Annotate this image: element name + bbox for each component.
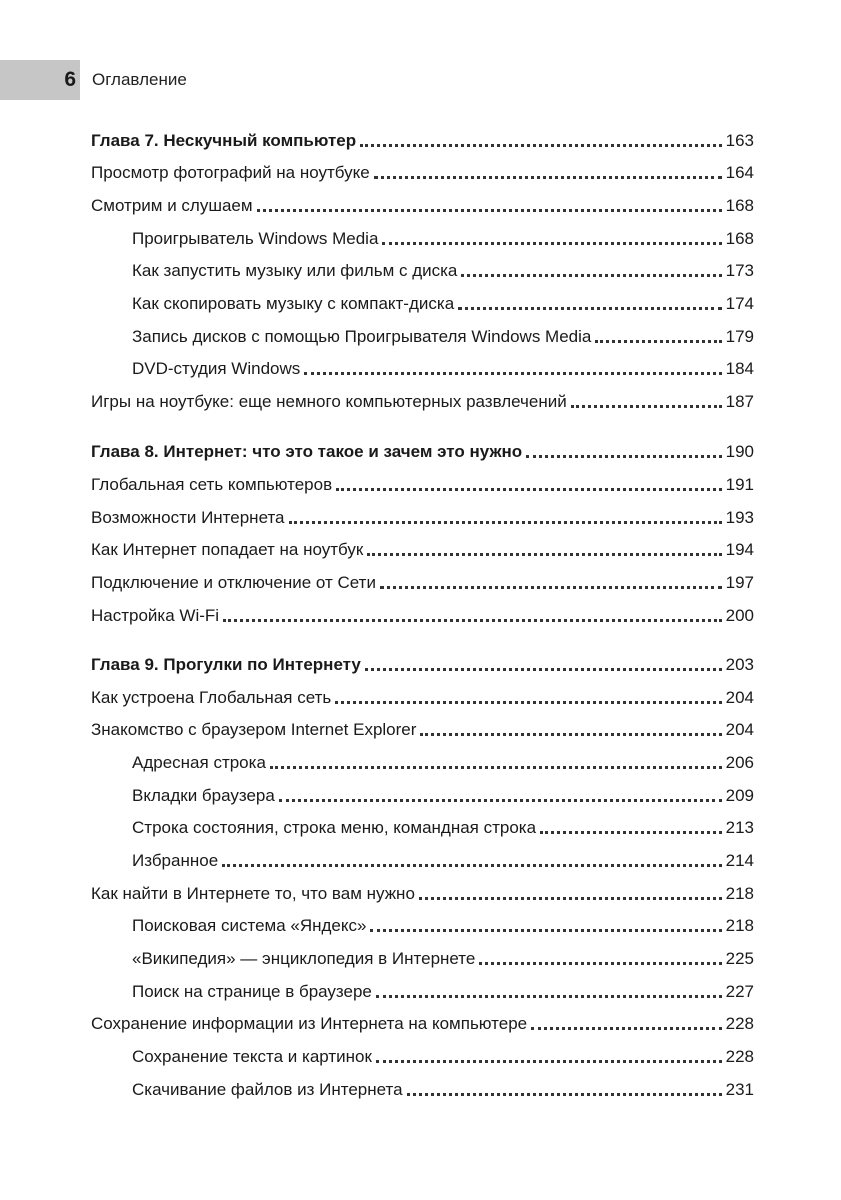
- toc-entry[interactable]: [91, 601, 754, 627]
- toc-page-number: 163: [725, 131, 754, 150]
- toc-entry-title: DVD-студия Windows: [132, 359, 301, 378]
- toc-page-number: 204: [725, 720, 754, 739]
- toc-page-number: 190: [725, 442, 754, 461]
- dot-leader: [420, 733, 722, 736]
- toc-entry[interactable]: [91, 387, 754, 413]
- toc-subentry[interactable]: [132, 846, 754, 872]
- toc-entry-title: Игры на ноутбуке: еще немного компьютерных развлечений: [91, 392, 567, 411]
- toc-subentry[interactable]: [132, 781, 754, 807]
- toc-entry[interactable]: [91, 503, 754, 529]
- toc-page-number: 168: [725, 196, 754, 215]
- dot-leader: [367, 553, 722, 556]
- toc-page-number: 194: [725, 540, 754, 559]
- dot-leader: [335, 701, 722, 704]
- toc-page-number: 206: [725, 753, 754, 772]
- toc-chapter-title: [91, 654, 361, 676]
- toc-entry-title: Поисковая система «Яндекс»: [132, 916, 367, 935]
- toc-page-number: 179: [725, 327, 754, 346]
- toc-page-number: 228: [725, 1014, 754, 1033]
- toc-entry[interactable]: [91, 879, 754, 905]
- toc-entry[interactable]: [91, 470, 754, 496]
- dot-leader: [370, 929, 722, 932]
- dot-leader: [407, 1093, 722, 1096]
- toc-entry-title: Скачивание файлов из Интернета: [132, 1080, 403, 1099]
- running-title: Оглавление: [92, 70, 187, 89]
- toc-entry[interactable]: [91, 535, 754, 561]
- toc-entry-title: Как найти в Интернете то, что вам нужно: [91, 884, 415, 903]
- toc-entry-title: Избранное: [132, 851, 219, 870]
- toc-subentry[interactable]: [132, 256, 754, 282]
- toc-entry-title: Смотрим и слушаем: [91, 196, 253, 215]
- toc-page-number: 214: [725, 851, 754, 870]
- toc-subentry[interactable]: [132, 813, 754, 839]
- toc-entry[interactable]: [91, 683, 754, 709]
- toc-page-number: 213: [725, 818, 754, 837]
- dot-leader: [380, 586, 722, 589]
- dot-leader: [270, 766, 722, 769]
- toc-page-number: 187: [725, 392, 754, 411]
- dot-leader: [336, 488, 722, 491]
- toc-chapter-prefix: Глава 9.: [91, 655, 159, 674]
- toc-entry-title: Просмотр фотографий на ноутбуке: [91, 163, 370, 182]
- toc-entry-title: Знакомство с браузером Internet Explorer: [91, 720, 417, 739]
- toc-subentry[interactable]: [132, 322, 754, 348]
- toc-entry-title: Как скопировать музыку с компакт-диска: [132, 294, 455, 313]
- toc-entry-title: Глобальная сеть компьютеров: [91, 475, 333, 494]
- dot-leader: [595, 340, 722, 343]
- toc-entry-title: «Википедия» — энциклопедия в Интернете: [132, 949, 476, 968]
- dot-leader: [289, 521, 722, 524]
- toc-entry-title: Запись дисков с помощью Проигрывателя Windows Media: [132, 327, 592, 346]
- toc-page-number: 218: [725, 884, 754, 903]
- toc-subentry[interactable]: [132, 289, 754, 315]
- toc-entry-title: Прогулки по Интернету: [163, 655, 361, 674]
- dot-leader: [571, 405, 722, 408]
- page-number: 6: [64, 68, 76, 91]
- toc-entry-title: Интернет: что это такое и зачем это нужно: [163, 442, 523, 461]
- toc-subentry[interactable]: [132, 748, 754, 774]
- toc-subentry[interactable]: [132, 354, 754, 380]
- dot-leader: [458, 307, 722, 310]
- dot-leader: [461, 274, 722, 277]
- toc-page-number: 191: [725, 475, 754, 494]
- toc-entry-title: Вкладки браузера: [132, 786, 275, 805]
- dot-leader: [419, 897, 722, 900]
- dot-leader: [526, 455, 722, 458]
- toc-chapter-prefix: Глава 7.: [91, 131, 159, 150]
- dot-leader: [382, 242, 722, 245]
- toc-entry[interactable]: [91, 1009, 754, 1035]
- toc-subentry[interactable]: [132, 911, 754, 937]
- toc-page-number: 225: [725, 949, 754, 968]
- toc-page-number: 209: [725, 786, 754, 805]
- dot-leader: [376, 1060, 722, 1063]
- toc-page-number: 218: [725, 916, 754, 935]
- toc-chapter-title: [91, 130, 356, 152]
- toc-subentry[interactable]: [132, 224, 754, 250]
- toc-entry-title: Адресная строка: [132, 753, 266, 772]
- dot-leader: [279, 799, 722, 802]
- toc-chapter[interactable]: [91, 126, 754, 152]
- toc-entry-title: Как запустить музыку или фильм с диска: [132, 261, 458, 280]
- dot-leader: [304, 372, 722, 375]
- toc-page-number: 184: [725, 359, 754, 378]
- toc-page-number: 203: [725, 655, 754, 674]
- dot-leader: [374, 176, 722, 179]
- toc-page-number: 197: [725, 573, 754, 592]
- toc-page-number: 174: [725, 294, 754, 313]
- toc-entry-title: Проигрыватель Windows Media: [132, 229, 379, 248]
- toc-chapter-title: [91, 441, 522, 463]
- dot-leader: [257, 209, 722, 212]
- toc-entry[interactable]: [91, 715, 754, 741]
- toc-entry-title: Как Интернет попадает на ноутбук: [91, 540, 364, 559]
- dot-leader: [365, 668, 722, 671]
- dot-leader: [376, 995, 722, 998]
- toc-page-number: 231: [725, 1080, 754, 1099]
- toc-entry[interactable]: [91, 191, 754, 217]
- toc-page-number: 173: [725, 261, 754, 280]
- toc-entry-title: Как устроена Глобальная сеть: [91, 688, 332, 707]
- toc-subentry[interactable]: [132, 977, 754, 1003]
- toc-entry-title: Подключение и отключение от Сети: [91, 573, 376, 592]
- toc-entry-title: Нескучный компьютер: [163, 131, 357, 150]
- dot-leader: [360, 144, 722, 147]
- toc-entry-title: Возможности Интернета: [91, 508, 285, 527]
- toc-page-number: 200: [725, 606, 754, 625]
- toc-entry[interactable]: [91, 158, 754, 184]
- toc-chapter[interactable]: [91, 437, 754, 463]
- dot-leader: [223, 619, 722, 622]
- dot-leader: [222, 864, 722, 867]
- toc-entry[interactable]: [91, 568, 754, 594]
- dot-leader: [531, 1027, 722, 1030]
- dot-leader: [479, 962, 722, 965]
- toc-entry-title: Поиск на странице в браузере: [132, 982, 372, 1001]
- toc-entry-title: Настройка Wi-Fi: [91, 606, 220, 625]
- dot-leader: [540, 831, 722, 834]
- toc-page-number: 228: [725, 1047, 754, 1066]
- toc-entry-title: Строка состояния, строка меню, командная строка: [132, 818, 537, 837]
- toc-page-number: 168: [725, 229, 754, 248]
- toc-page-number: 204: [725, 688, 754, 707]
- toc-page-number: 227: [725, 982, 754, 1001]
- toc-entry-title: Сохранение информации из Интернета на компьютере: [91, 1014, 528, 1033]
- toc-subentry[interactable]: [132, 944, 754, 970]
- toc-subentry[interactable]: [132, 1075, 754, 1101]
- toc-chapter[interactable]: [91, 650, 754, 676]
- toc-chapter-prefix: Глава 8.: [91, 442, 159, 461]
- toc-subentry[interactable]: [132, 1042, 754, 1068]
- toc-page-number: 193: [725, 508, 754, 527]
- toc-entry-title: Сохранение текста и картинок: [132, 1047, 372, 1066]
- toc-page-number: 164: [725, 163, 754, 182]
